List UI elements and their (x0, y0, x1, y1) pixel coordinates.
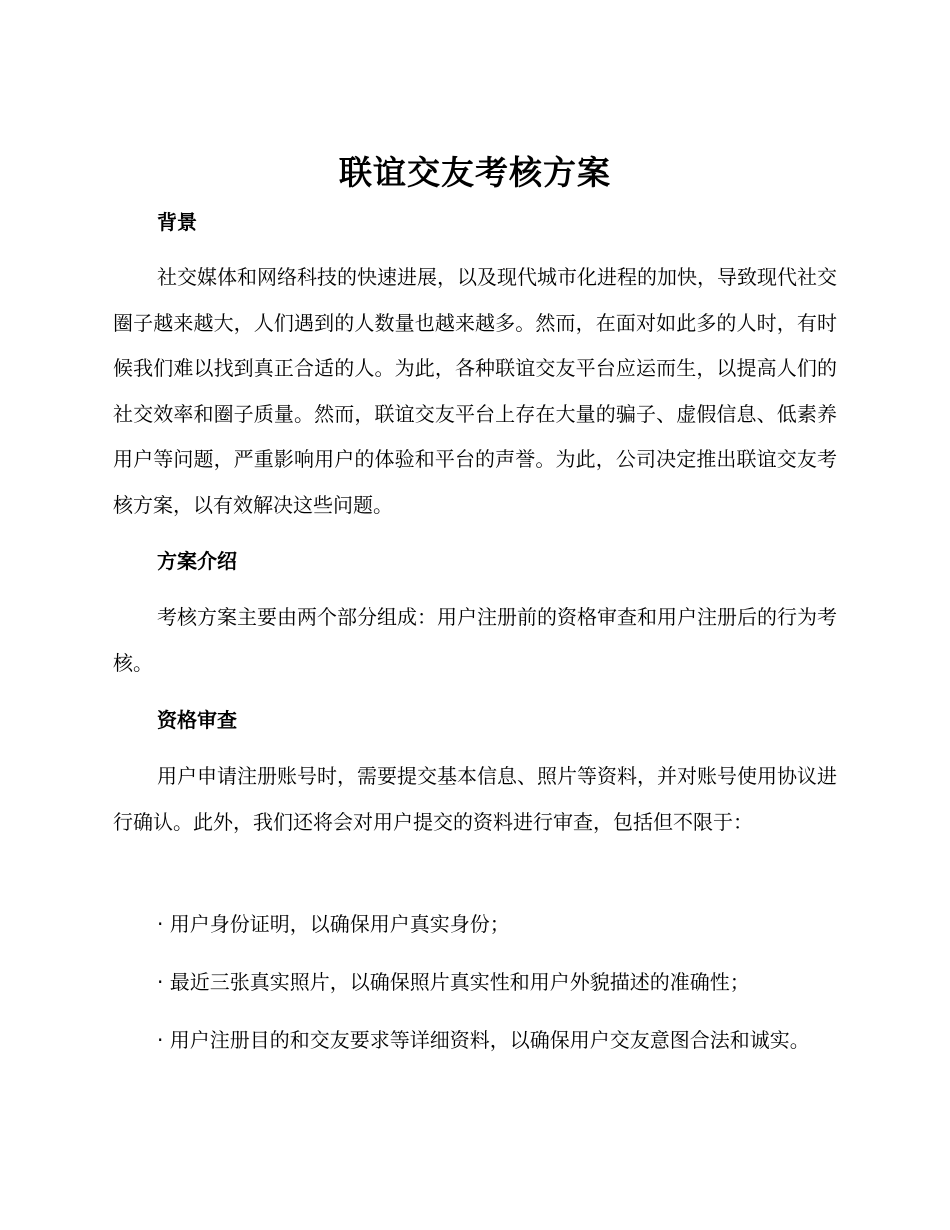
paragraph-intro: 考核方案主要由两个部分组成：用户注册前的资格审查和用户注册后的行为考核。 (113, 605, 837, 675)
section-heading-intro: 方案介绍 (157, 549, 237, 573)
document-title: 联谊交友考核方案 (339, 153, 611, 192)
paragraph-qualification: 用户申请注册账号时，需要提交基本信息、照片等资料，并对账号使用协议进行确认。此外，我们还将会对用户提交的资料进行审查，包括但不限于： (113, 764, 837, 834)
list-item: · 用户身份证明，以确保用户真实身份； (157, 912, 510, 936)
paragraph-background: 社交媒体和网络科技的快速进展，以及现代城市化进程的加快，导致现代社交圈子越来越大，人们遇到的人数量也越来越多。然而，在面对如此多的人时，有时候我们难以找到真正合适的人。为此，各种联谊交友平台应运而生，以提高人们的社交效率和圈子质量。然而，联谊交友平台上存在大量的骗子、虚假信息、低素养用户等问题，严重影响用户的体验和平台的声誉。为此，公司决定推出联谊交友考核方案，以有效解决这些问题。 (113, 265, 837, 517)
section-heading-background: 背景 (157, 210, 197, 234)
list-item: · 最近三张真实照片，以确保照片真实性和用户外貌描述的准确性； (157, 970, 750, 994)
list-item: · 用户注册目的和交友要求等详细资料，以确保用户交友意图合法和诚实。 (157, 1028, 810, 1052)
section-heading-qualification: 资格审查 (157, 708, 237, 732)
